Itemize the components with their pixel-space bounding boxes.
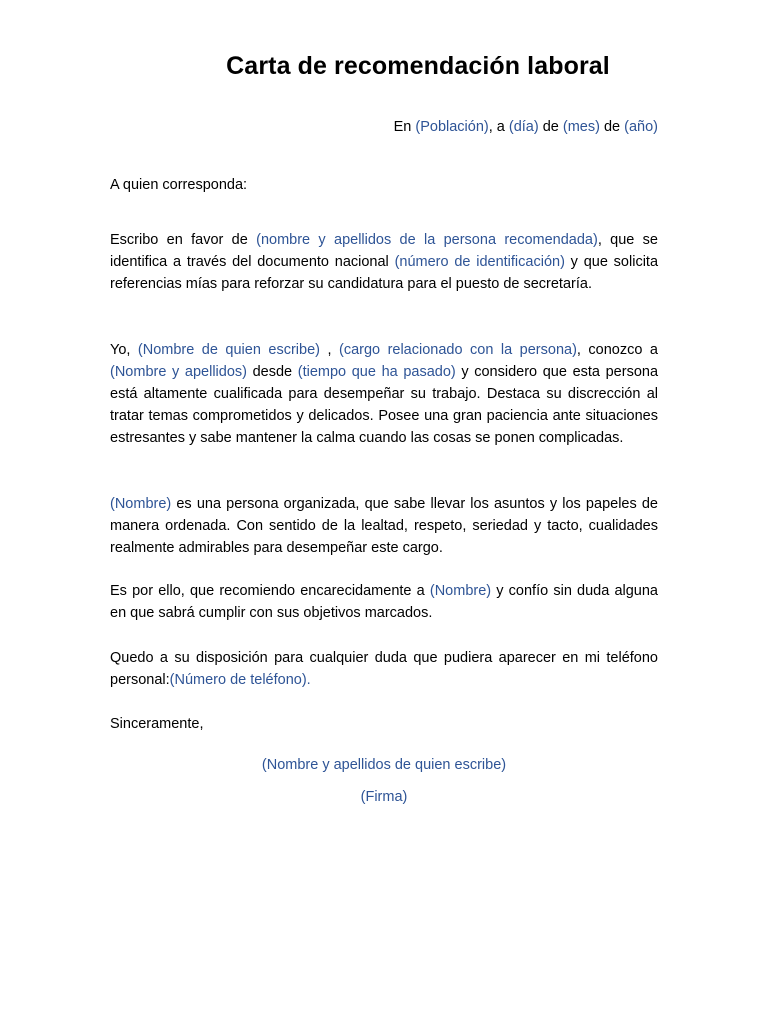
paragraph-writer [110, 339, 658, 449]
paragraph-text: Es por ello, que recomiendo encarecidamente a [110, 583, 430, 599]
phone-placeholder: (Número de teléfono). [169, 672, 311, 688]
day-placeholder: (día) [508, 119, 539, 135]
paragraph-text: y que solicita referencias mías para reforzar su candidatura para el puesto de secretaría. [110, 254, 659, 292]
paragraph-text: Quedo a su disposición para cualquier duda que pudiera aparecer en mi teléfono personal: [110, 650, 658, 688]
writer-role-placeholder: (cargo relacionado con la persona) [338, 342, 577, 358]
paragraph-text: , conozco a [576, 342, 658, 358]
date-separator: , a [488, 119, 509, 135]
place-placeholder: (Población) [415, 119, 489, 135]
time-elapsed-placeholder: (tiempo que ha pasado) [297, 364, 456, 380]
document-title: Carta de recomendación laboral [226, 52, 610, 80]
paragraph-text: desde [246, 364, 298, 380]
paragraph-qualities [110, 493, 658, 559]
year-placeholder: (año) [624, 119, 658, 135]
date-separator: de [599, 119, 625, 135]
full-name-placeholder: (Nombre y apellidos) [110, 364, 247, 380]
id-number-placeholder: (número de identificación) [394, 254, 565, 270]
month-placeholder: (mes) [562, 119, 600, 135]
date-line [394, 119, 658, 135]
paragraph-text: , que se identifica a través del documento nacional [110, 232, 658, 270]
paragraph-contact [110, 647, 658, 691]
paragraph-text: Yo, [110, 342, 138, 358]
writer-name-placeholder: (Nombre de quien escribe) [137, 342, 320, 358]
name-placeholder: (Nombre) [110, 496, 172, 512]
greeting: A quien corresponda: [110, 177, 248, 193]
signature-placeholder: (Firma) [360, 789, 408, 805]
closing: Sinceramente, [110, 716, 204, 732]
paragraph-text: , [319, 342, 339, 358]
signature-name-placeholder: (Nombre y apellidos de quien escribe) [261, 757, 507, 773]
paragraph-text: Escribo en favor de [110, 232, 257, 248]
recommended-name-placeholder: (nombre y apellidos de la persona recomendada) [256, 232, 598, 248]
date-prefix: En [393, 119, 416, 135]
paragraph-text: y confío sin duda alguna en que sabrá cumplir con sus objetivos marcados. [110, 583, 659, 621]
paragraph-text: y considero que esta persona está altamente cualificada para desempeñar su trabajo. Destaca su discrección al tratar temas comprometidos y delicados. Posee una gran paciencia ante situaciones estresantes y sabe mantener la calma cuando las cosas se ponen complicadas. [110, 364, 659, 446]
paragraph-text: es una persona organizada, que sabe llevar los asuntos y los papeles de manera ordenada. Con sentido de la lealtad, respeto, seriedad y tacto, cualidades realmente admirables para desempeñar este cargo. [110, 496, 658, 556]
paragraph-recommendation [110, 580, 658, 624]
name-placeholder: (Nombre) [429, 583, 492, 599]
date-separator: de [538, 119, 563, 135]
paragraph-intro [110, 229, 658, 295]
